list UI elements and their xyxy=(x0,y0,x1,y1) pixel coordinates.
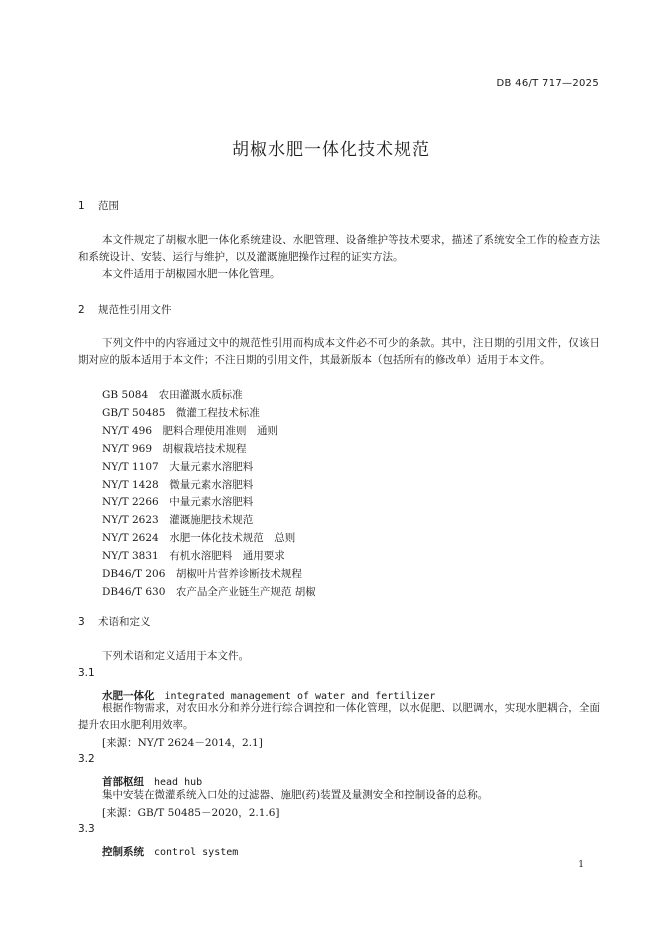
reference-item: NY/T 1107 大量元素水溶肥料 xyxy=(102,460,254,473)
reference-item: DB46/T 206 胡椒叶片营养诊断技术规程 xyxy=(102,568,302,581)
scope-paragraph-2: 本文件适用于胡椒园水肥一体化管理。 xyxy=(102,268,281,280)
term-chinese: 水肥一体化 xyxy=(102,690,155,702)
term-definition: 根据作物需求，对农田水分和养分进行综合调控和一体化管理，以水促肥、以肥调水，实现水肥耦合，全面提升农田水肥利用效率。 xyxy=(78,702,600,731)
section-2-heading xyxy=(78,302,172,317)
term-chinese: 控制系统 xyxy=(102,846,144,858)
section-1-heading xyxy=(78,198,119,213)
section-1-title: 范围 xyxy=(98,200,119,212)
reference-item: NY/T 2623 灌溉施肥技术规范 xyxy=(102,514,254,527)
term-number: 3.3 xyxy=(78,823,95,835)
section-3-number: 3 xyxy=(78,616,85,628)
term-source: [来源：NY/T 2624－2014，2.1] xyxy=(102,737,263,749)
term-english: control system xyxy=(154,847,239,858)
reference-item: NY/T 1428 微量元素水溶肥料 xyxy=(102,478,254,491)
term-english: integrated management of water and fertilizer xyxy=(164,691,436,702)
terms-intro: 下列术语和定义适用于本文件。 xyxy=(102,650,249,662)
reference-item: NY/T 969 胡椒栽培技术规程 xyxy=(102,442,247,455)
reference-item: NY/T 2266 中量元素水溶肥料 xyxy=(102,496,254,509)
term-heading xyxy=(102,840,238,859)
section-1-number: 1 xyxy=(78,200,85,212)
reference-item: DB46/T 630 农产品全产业链生产规范 胡椒 xyxy=(102,585,316,598)
reference-list xyxy=(102,387,316,602)
reference-item: GB/T 50485 微灌工程技术标准 xyxy=(102,406,260,419)
document-title: 胡椒水肥一体化技术规范 xyxy=(232,140,430,160)
term-source: [来源：GB/T 50485－2020，2.1.6] xyxy=(102,807,280,819)
reference-item: NY/T 2624 水肥一体化技术规范 总则 xyxy=(102,532,296,545)
section-2-title: 规范性引用文件 xyxy=(98,304,172,316)
term-english: head hub xyxy=(154,777,203,788)
reference-item: NY/T 3831 有机水溶肥料 通用要求 xyxy=(102,550,285,563)
section-2-number: 2 xyxy=(78,304,85,316)
reference-item: NY/T 496 肥料合理使用准则 通则 xyxy=(102,424,279,437)
section-3-title: 术语和定义 xyxy=(98,616,151,628)
reference-item: GB 5084 农田灌溉水质标准 xyxy=(102,389,243,401)
normative-refs-intro: 下列文件中的内容通过文中的规范性引用而构成本文件必不可少的条款。其中，注日期的引用文件，仅该日期对应的版本适用于本文件；不注日期的引用文件，其最新版本（包括所有的修改单）适用于本文件。 xyxy=(78,337,600,366)
term-number: 3.2 xyxy=(78,753,95,765)
term-number: 3.1 xyxy=(78,667,95,679)
standard-code: DB 46/T 717—2025 xyxy=(496,78,599,89)
term-chinese: 首部枢纽 xyxy=(102,776,144,788)
scope-paragraph-1: 本文件规定了胡椒水肥一体化系统建设、水肥管理、设备维护等技术要求，描述了系统安全工作的检查方法和系统设计、安装、运行与维护，以及灌溉施肥操作过程的证实方法。 xyxy=(78,234,600,263)
section-3-heading xyxy=(78,614,151,629)
term-definition: 集中安装在微灌系统入口处的过滤器、施肥(药)装置及量测安全和控制设备的总称。 xyxy=(102,789,489,801)
page-number: 1 xyxy=(578,860,584,870)
